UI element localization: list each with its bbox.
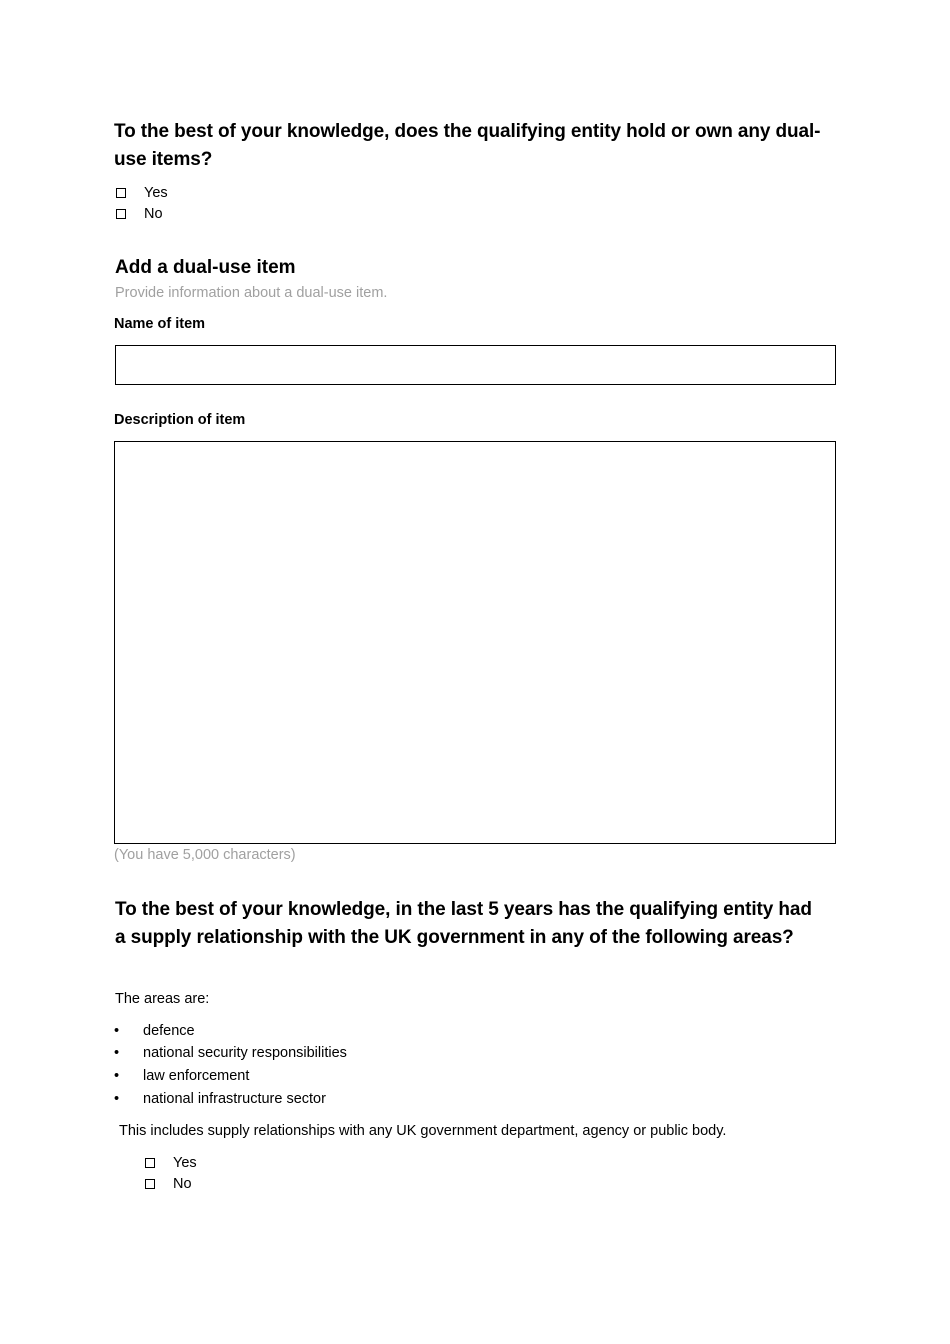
supply-relationship-note: This includes supply relationships with any UK government department, agency or public body. xyxy=(119,1123,727,1139)
yes-label: Yes xyxy=(173,1155,197,1171)
description-of-item-label: Description of item xyxy=(114,412,246,428)
area-national-infrastructure: national infrastructure sector xyxy=(143,1091,326,1107)
q1-option-yes[interactable] xyxy=(116,183,168,203)
list-item xyxy=(114,1043,347,1063)
q1-option-no[interactable] xyxy=(116,204,163,224)
question-supply-relationship-heading: To the best of your knowledge, in the last 5 years has the qualifying entity had a supply relationship with the UK government in any of the following areas? xyxy=(115,899,812,948)
q2-option-no[interactable] xyxy=(145,1174,192,1194)
list-item xyxy=(114,1066,249,1086)
question-dual-use-heading: To the best of your knowledge, does the qualifying entity hold or own any dual-use items? xyxy=(114,121,821,170)
bullet-icon: • xyxy=(114,1023,120,1039)
no-label: No xyxy=(144,206,163,222)
bullet-icon: • xyxy=(114,1091,120,1107)
list-item xyxy=(114,1089,326,1109)
description-of-item-textarea[interactable] xyxy=(114,441,836,844)
no-label: No xyxy=(173,1176,192,1192)
q2-option-yes[interactable] xyxy=(145,1153,197,1173)
character-count: (You have 5,000 characters) xyxy=(114,847,296,863)
area-defence: defence xyxy=(143,1023,195,1039)
no-checkbox[interactable] xyxy=(145,1179,155,1189)
dual-use-item-hint: Provide information about a dual-use item. xyxy=(115,285,388,301)
add-dual-use-item-heading: Add a dual-use item xyxy=(115,257,296,278)
name-of-item-input[interactable] xyxy=(115,345,836,385)
yes-checkbox[interactable] xyxy=(145,1158,155,1168)
bullet-icon: • xyxy=(114,1068,120,1084)
areas-intro: The areas are: xyxy=(115,991,210,1007)
yes-label: Yes xyxy=(144,185,168,201)
area-national-security: national security responsibilities xyxy=(143,1045,347,1061)
no-checkbox[interactable] xyxy=(116,209,126,219)
bullet-icon: • xyxy=(114,1045,120,1061)
list-item xyxy=(114,1021,195,1041)
area-law-enforcement: law enforcement xyxy=(143,1068,250,1084)
yes-checkbox[interactable] xyxy=(116,188,126,198)
name-of-item-label: Name of item xyxy=(114,316,206,332)
